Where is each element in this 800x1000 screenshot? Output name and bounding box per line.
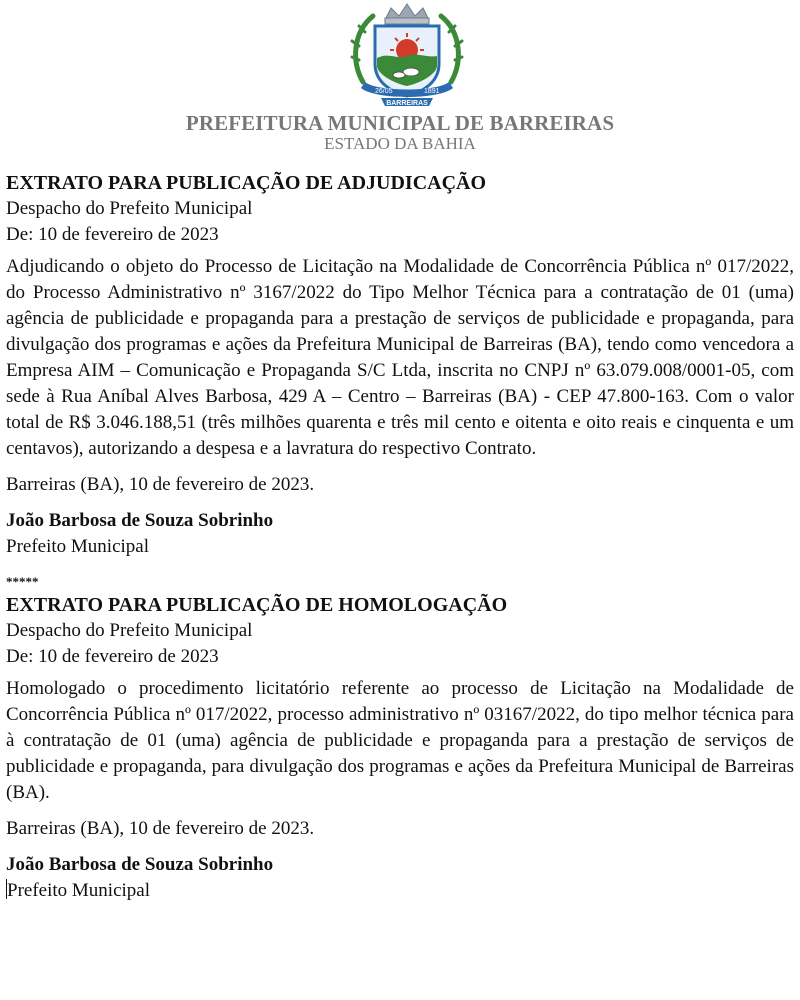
section-date: De: 10 de fevereiro de 2023 (6, 646, 219, 667)
coat-of-arms-icon (345, 2, 469, 112)
place-date: Barreiras (BA), 10 de fevereiro de 2023. (6, 474, 315, 495)
signer-role: Prefeito Municipal (7, 880, 150, 901)
section-date: De: 10 de fevereiro de 2023 (6, 224, 219, 245)
document-body (6, 170, 794, 904)
section-title-adjudicacao: EXTRATO PARA PUBLICAÇÃO DE ADJUDICAÇÃO (6, 172, 487, 194)
signer-name: João Barbosa de Souza Sobrinho (6, 510, 274, 531)
section-title-homologacao: EXTRATO PARA PUBLICAÇÃO DE HOMOLOGAÇÃO (6, 594, 508, 616)
signer-name: João Barbosa de Souza Sobrinho (6, 854, 274, 875)
section-subtitle: Despacho do Prefeito Municipal (6, 620, 253, 641)
section-subtitle: Despacho do Prefeito Municipal (6, 198, 253, 219)
signer-role-line[interactable] (6, 878, 794, 904)
section-body-adjudicacao: Adjudicando o objeto do Processo de Licitação na Modalidade de Concorrência Pública nº 017/2022, do Processo Administrativo nº 3167/2022 do Tipo Melhor Técnica para a contratação de 01 (uma) agência de publicidade e propaganda para a prestação de serviços de publicidade e propaganda, para divulgação dos programas e ações da Prefeitura Municipal de Barreiras (BA), tendo como vencedora a Empresa AIM – Comunicação e Propaganda S/C Ltda, inscrita no CNPJ nº 63.079.008/0001-05, com sede à Rua Aníbal Alves Barbosa, 429 A – Centro – Barreiras (BA) - CEP 47.800-163. Com o valor total de R$ 3.046.188,51 (três milhões quarenta e três mil cento e oitenta e oito reais e cinquenta e um centavos), autorizando a despesa e a lavratura do respectivo Contrato. (6, 256, 794, 459)
crest-date-left: 26/05 (375, 88, 393, 95)
section-body-homologacao: Homologado o procedimento licitatório referente ao processo de Licitação na Modalidade de Concorrência Pública nº 017/2022, processo administrativo nº 03167/2022, do tipo melhor técnica para à contratação de 01 (uma) agência de publicidade e propaganda para a prestação de serviços de publicidade e propaganda, para divulgação dos programas e ações da Prefeitura Municipal de Barreiras (BA). (6, 678, 794, 803)
place-date: Barreiras (BA), 10 de fevereiro de 2023. (6, 818, 315, 839)
crest-date-right: 1891 (424, 88, 440, 95)
letterhead (0, 0, 800, 160)
org-state: ESTADO DA BAHIA (324, 134, 476, 153)
crest-banner: BARREIRAS (386, 100, 428, 107)
org-name: PREFEITURA MUNICIPAL DE BARREIRAS (185, 111, 615, 135)
section-separator: ***** (6, 574, 39, 589)
signer-role: Prefeito Municipal (6, 536, 149, 557)
